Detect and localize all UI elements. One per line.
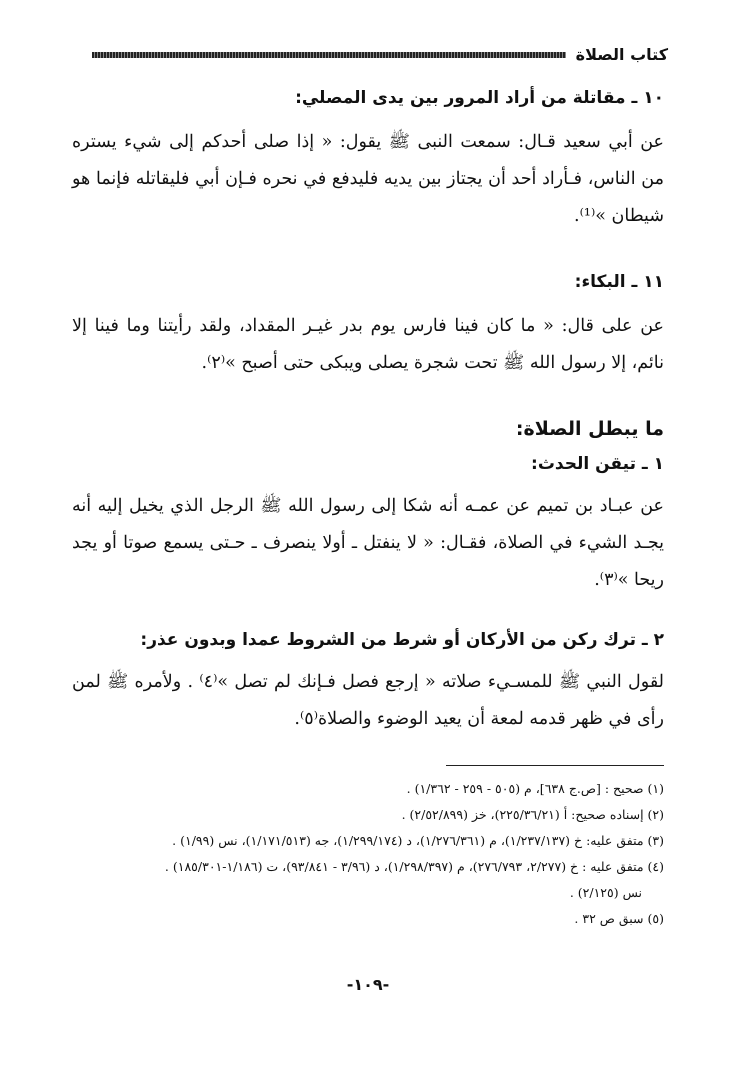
footnote-5: (٥) سبق ص ٣٢ . [574,911,664,926]
major-heading: ما يبطل الصلاة: [515,418,664,440]
section-11-heading: ١١ ـ البكاء: [574,272,664,292]
footnote-3: (٣) متفق عليه: خ (١/٢٣٧/١٣٧)، م (١/٢٧٦/٣٦١)، د (١/٢٩٩/١٧٤)، جه (١/١٧١/٥١٣)، نس (١/٩٩) . [172,833,664,848]
section-10-text: عن أبي سعيد قـال: سمعت النبى ﷺ يقول: « إذا صلى أحدكم إلى شيء يستره من الناس، فـأراد أحد أن يجتاز بين يديه فليدفع في نحره فـإن أبي فليقاتله فإنما هو شيطان »⁽¹⁾. [72,132,664,226]
invalidator-2-heading: ٢ ـ ترك ركن من الأركان أو شرط من الشروط عمدا وبدون عذر: [140,630,664,650]
invalidator-1-text: عن عبـاد بن تميم عن عمـه أنه شكا إلى رسول الله ﷺ الرجل الذي يخيل إليه أنه يجـد الشيء في الصلاة، فقـال: « لا ينفتل ـ أولا ينصرف ـ حـتى يسمع صوتا أو يجد ريحا »⁽٣⁾. [72,496,664,590]
page-number: -١٠٩- [346,975,390,994]
footnote-4-continuation: نس (٢/١٢٥) . [569,885,642,900]
section-11-text: عن على قال: « ما كان فينا فارس يوم بدر غيـر المقداد، ولقد رأيتنا وما فينا إلا نائم، إلا رسول الله ﷺ تحت شجرة يصلى ويبكى حتى أصبح »⁽٢⁾. [72,316,664,373]
footnote-separator [446,765,664,766]
invalidator-1-heading: ١ ـ تيقن الحدث: [531,454,664,474]
running-header [92,42,668,66]
header-rule [92,52,566,58]
section-10-heading: ١٠ ـ مقاتلة من أراد المرور بين يدى المصلي: [295,88,664,108]
footnote-4: (٤) متفق عليه : خ (٢/٢٧٧، ٢٧٦/٧٩٣)، م (١/٢٩٨/٣٩٧)، د (٣/٩٦ - ٩٣/٨٤١)، ت (١/١٨٦-١٨٥/٣٠١) . [164,859,664,874]
running-title: كتاب الصلاة [575,44,668,64]
invalidator-2-text: لقول النبي ﷺ للمسـيء صلاته « إرجع فصل فـإنك لم تصل »⁽٤⁾ . ولأمره ﷺ لمن رأى في ظهر قدمه لمعة أن يعيد الوضوء والصلاة⁽٥⁾. [72,672,664,729]
footnote-2: (٢) إسناده صحيح: أ (٢٢٥/٣٦/٢١)، خز (٢/٥٢/٨٩٩) . [401,807,664,822]
footnotes [60,776,664,932]
footnote-1: (١) صحيح : [ص.ج ٦٣٨]، م (٥٠٥ - ٢٥٩ - ١/٣٦٢) . [406,781,664,796]
